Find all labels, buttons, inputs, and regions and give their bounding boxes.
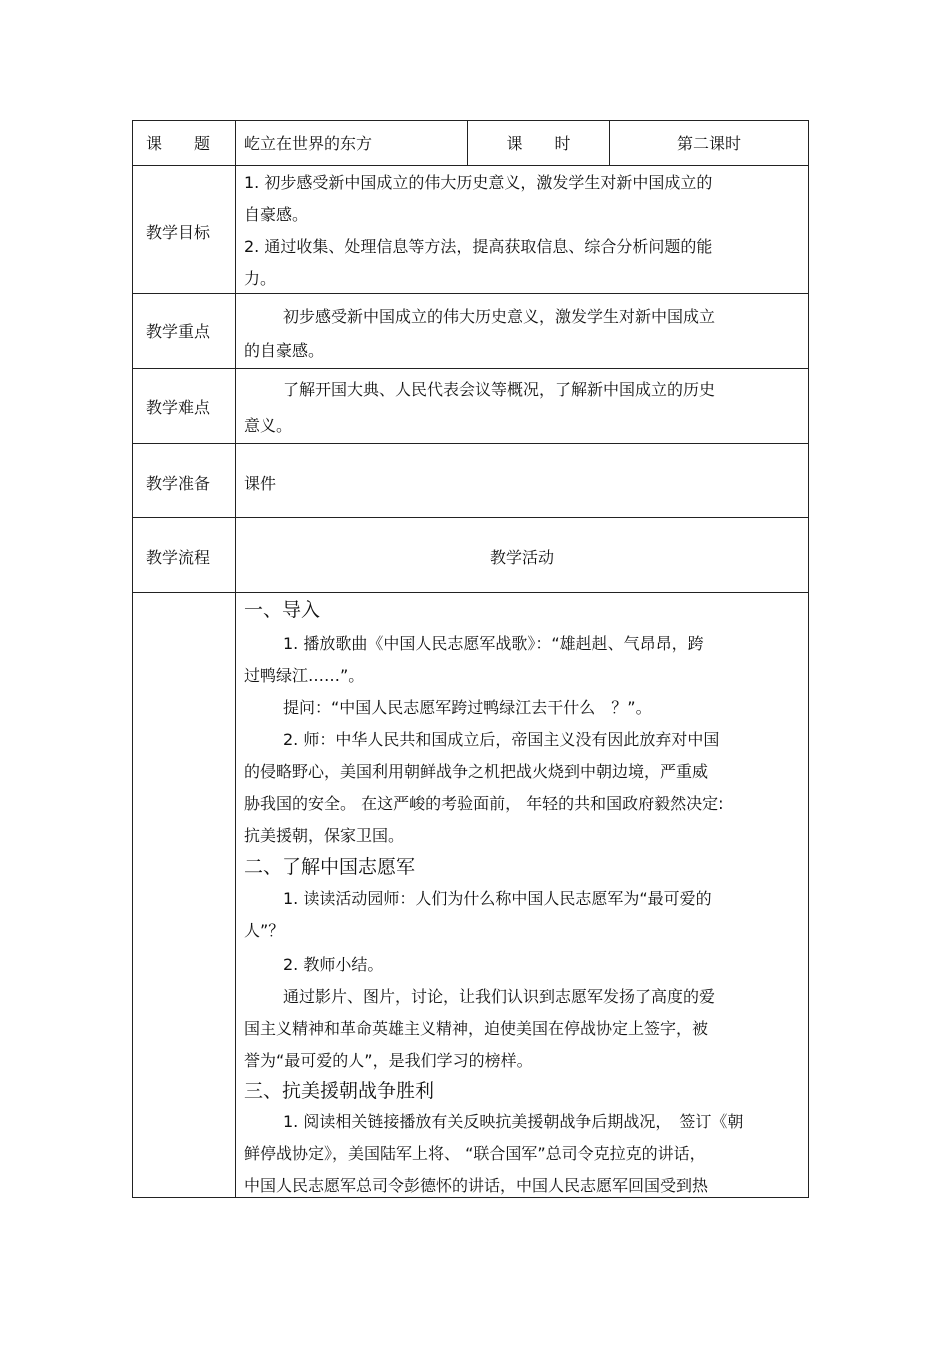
activity-line: 2. 教师小结。 bbox=[283, 955, 384, 974]
subject-label: 课 题 bbox=[146, 134, 211, 153]
activity-line: 的侵略野心，美国利用朝鲜战争之机把战火烧到中朝边境，严重威 bbox=[244, 762, 709, 781]
period-label: 课 时 bbox=[506, 134, 571, 153]
row-divider bbox=[132, 165, 809, 166]
lesson-plan-table bbox=[132, 120, 809, 1198]
activity-line: 2. 师：中华人民共和国成立后，帝国主义没有因此放弃对中国 bbox=[283, 730, 720, 749]
section-heading: 三、抗美援朝战争胜利 bbox=[244, 1080, 435, 1102]
row-divider bbox=[132, 592, 809, 593]
difficulties-line: 意义。 bbox=[244, 416, 293, 435]
activity-line: 鲜停战协定》，美国陆军上将、 “联合国军”总司令克拉克的讲话， bbox=[244, 1144, 706, 1163]
goals-line: 1. 初步感受新中国成立的伟大历史意义，激发学生对新中国成立的 bbox=[244, 173, 713, 192]
activity-line: 中国人民志愿军总司令彭德怀的讲话，中国人民志愿军回国受到热 bbox=[244, 1176, 709, 1195]
goals-line: 2. 通过收集、处理信息等方法，提高获取信息、综合分析问题的能 bbox=[244, 237, 713, 256]
section-heading: 二、了解中国志愿军 bbox=[244, 856, 416, 878]
activity-line: 过鸭绿江……”。 bbox=[244, 666, 365, 685]
section-heading: 一、导入 bbox=[244, 599, 321, 621]
goals-label: 教学目标 bbox=[146, 223, 211, 242]
table-border-top bbox=[132, 120, 809, 121]
row-divider bbox=[132, 293, 809, 294]
activity-line: 抗美援朝，保家卫国。 bbox=[244, 826, 405, 845]
activity-line: 人”？ bbox=[244, 921, 285, 940]
preparation-value: 课件 bbox=[244, 474, 277, 493]
row-divider bbox=[132, 368, 809, 369]
activity-line: 通过影片、图片，讨论，让我们认识到志愿军发扬了高度的爱 bbox=[283, 987, 716, 1006]
table-border-bottom bbox=[132, 1197, 809, 1198]
activity-line: 提问：“中国人民志愿军跨过鸭绿江去干什么 ？”。 bbox=[283, 698, 652, 717]
goals-line: 自豪感。 bbox=[244, 205, 309, 224]
preparation-label: 教学准备 bbox=[146, 474, 211, 493]
activity-line: 胁我国的安全。 在这严峻的考验面前， 年轻的共和国政府毅然决定: bbox=[244, 794, 724, 813]
difficulties-label: 教学难点 bbox=[146, 398, 211, 417]
activity-line: 1. 读读活动园师：人们为什么称中国人民志愿军为“最可爱的 bbox=[283, 889, 712, 908]
goals-line: 力。 bbox=[244, 269, 277, 288]
activity-line: 国主义精神和革命英雄主义精神，迫使美国在停战协定上签字，被 bbox=[244, 1019, 709, 1038]
key-points-label: 教学重点 bbox=[146, 322, 211, 341]
key-points-line: 的自豪感。 bbox=[244, 341, 325, 360]
row-divider bbox=[132, 443, 809, 444]
activity-line: 誉为“最可爱的人”，是我们学习的榜样。 bbox=[244, 1051, 533, 1070]
period-value: 第二课时 bbox=[676, 134, 741, 153]
process-label: 教学流程 bbox=[146, 548, 211, 567]
subject-value: 屹立在世界的东方 bbox=[244, 134, 373, 153]
key-points-line: 初步感受新中国成立的伟大历史意义，激发学生对新中国成立 bbox=[283, 307, 716, 326]
activity-line: 1. 播放歌曲《中国人民志愿军战歌》：“雄赳赳、气昂昂，跨 bbox=[283, 634, 704, 653]
activity-header: 教学活动 bbox=[489, 548, 554, 567]
label-column-divider bbox=[235, 120, 236, 1198]
row-divider bbox=[132, 517, 809, 518]
table-border-left bbox=[132, 120, 133, 1198]
difficulties-line: 了解开国大典、人民代表会议等概况，了解新中国成立的历史 bbox=[283, 380, 716, 399]
activity-line: 1. 阅读相关链接播放有关反映抗美援朝战争后期战况， 签订《朝 bbox=[283, 1112, 744, 1131]
table-border-right bbox=[808, 120, 809, 1198]
